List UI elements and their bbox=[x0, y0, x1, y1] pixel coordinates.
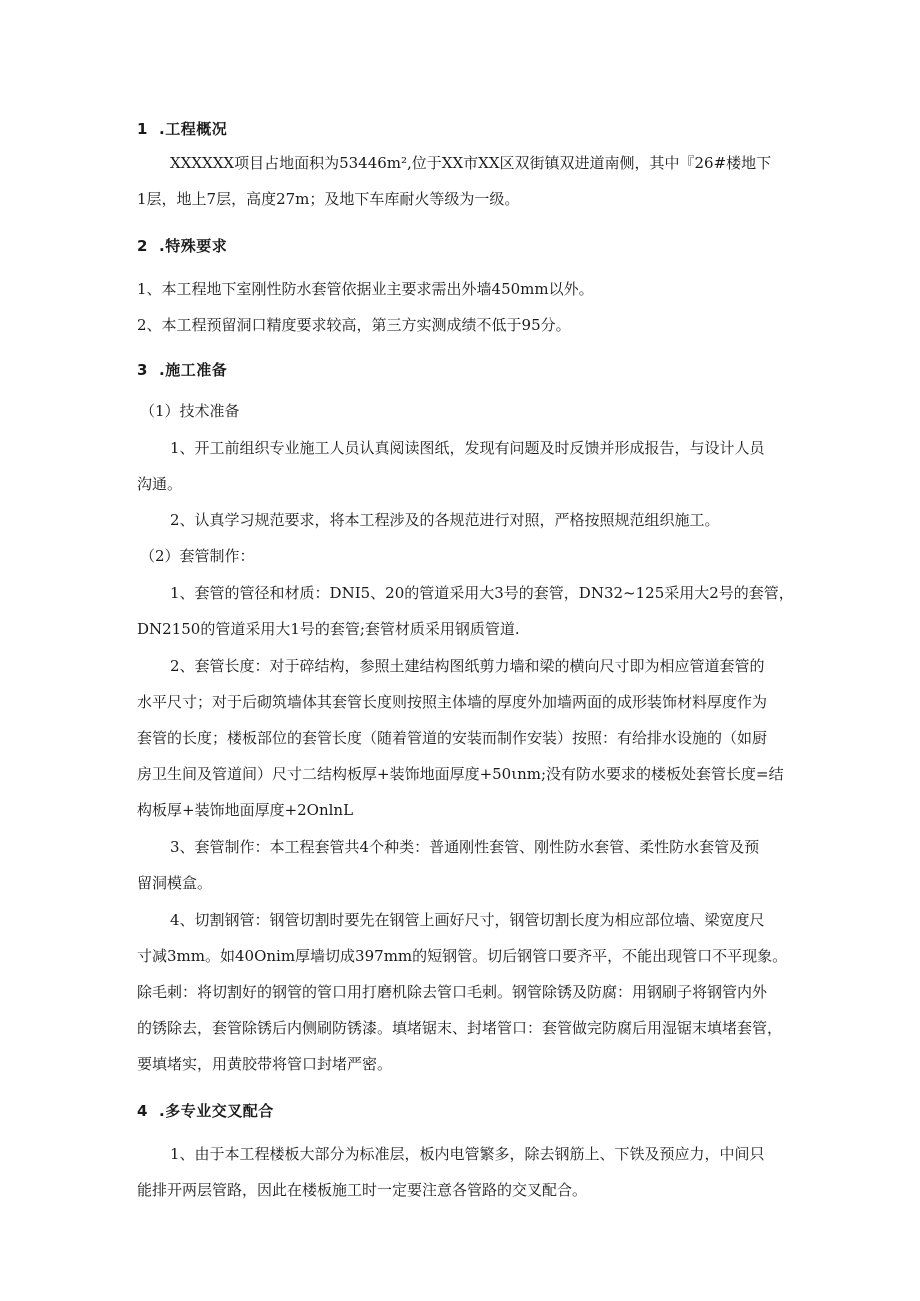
section-heading-4: 4 .多专业交叉配合 bbox=[137, 1102, 274, 1120]
paragraph-line: 留洞模盒。 bbox=[137, 874, 213, 892]
section-heading-1: 1 .工程概况 bbox=[137, 120, 228, 138]
paragraph-line: 要填堵实，用黄胶带将管口封堵严密。 bbox=[137, 1055, 393, 1073]
paragraph-line: 1、套管的管径和材质：DNI5、20的管道采用大3号的套管，DN32~125采用大2号的套管， bbox=[170, 584, 794, 602]
paragraph-line: 水平尺寸；对于后砌筑墙体其套管长度则按照主体墙的厚度外加墙两面的成形装饰材料厚度作为 bbox=[137, 693, 768, 711]
paragraph-line: 套管的长度；楼板部位的套管长度（随着管道的安装而制作安装）按照：有给排水设施的（如厨 bbox=[137, 729, 768, 747]
paragraph-line: 除毛刺：将切割好的钢管的管口用打磨机除去管口毛刺。钢管除锈及防腐：用钢刷子将钢管内外 bbox=[137, 983, 768, 1001]
paragraph-line: 寸减3mm。如40Onim厚墙切成397mm的短钢管。切后钢管口要齐平，不能出现管口不平现象。 bbox=[137, 947, 788, 965]
paragraph-line: DN2150的管道采用大1号的套管;套管材质采用钢质管道. bbox=[137, 620, 520, 638]
paragraph-line: 房卫生间及管道间）尺寸二结构板厚+装饰地面厚度+50ιnm;没有防水要求的楼板处套管长度=结 bbox=[137, 765, 784, 783]
subsection-title: （2）套管制作： bbox=[140, 547, 255, 565]
special-item: 1、本工程地下室刚性防水套管依据业主要求需出外墙450mm以外。 bbox=[137, 280, 594, 298]
paragraph-line: 4、切割钢管：钢管切割时要先在钢管上画好尺寸，钢管切割长度为相应部位墙、梁宽度尺 bbox=[170, 911, 765, 929]
overview-paragraph-line: 1层，地上7层，高度27m；及地下车库耐火等级为一级。 bbox=[137, 190, 520, 208]
paragraph-line: 3、套管制作：本工程套管共4个种类：普通刚性套管、刚性防水套管、柔性防水套管及预 bbox=[170, 838, 760, 856]
overview-paragraph-line: XXXXXX项目占地面积为53446m²,位于XX市XX区双街镇双进道南侧，其中『26#楼地下 bbox=[170, 154, 772, 172]
paragraph-line: 2、认真学习规范要求，将本工程涉及的各规范进行对照，严格按照规范组织施工。 bbox=[170, 511, 720, 529]
paragraph-line: 沟通。 bbox=[137, 475, 183, 493]
paragraph-line: 构板厚+装饰地面厚度+2OnlnL bbox=[137, 801, 354, 819]
special-item: 2、本工程预留洞口精度要求较高，第三方实测成绩不低于95分。 bbox=[137, 316, 571, 334]
section-heading-3: 3 .施工准备 bbox=[137, 361, 228, 379]
paragraph-line: 1、由于本工程楼板大部分为标准层，板内电管繁多，除去钢筋上、下铁及预应力，中间只 bbox=[170, 1145, 765, 1163]
section-heading-2: 2 .特殊要求 bbox=[137, 237, 228, 255]
paragraph-line: 能排开两层管路，因此在楼板施工时一定要注意各管路的交叉配合。 bbox=[137, 1181, 588, 1199]
paragraph-line: 1、开工前组织专业施工人员认真阅读图纸，发现有问题及时反馈并形成报告，与设计人员 bbox=[170, 439, 765, 457]
paragraph-line: 的锈除去，套管除锈后内侧刷防锈漆。填堵锯末、封堵管口：套管做完防腐后用湿锯末填堵套管， bbox=[137, 1019, 783, 1037]
paragraph-line: 2、套管长度：对于碎结构，参照土建结构图纸剪力墙和梁的横向尺寸即为相应管道套管的 bbox=[170, 657, 765, 675]
subsection-title: （1）技术准备 bbox=[140, 402, 240, 420]
